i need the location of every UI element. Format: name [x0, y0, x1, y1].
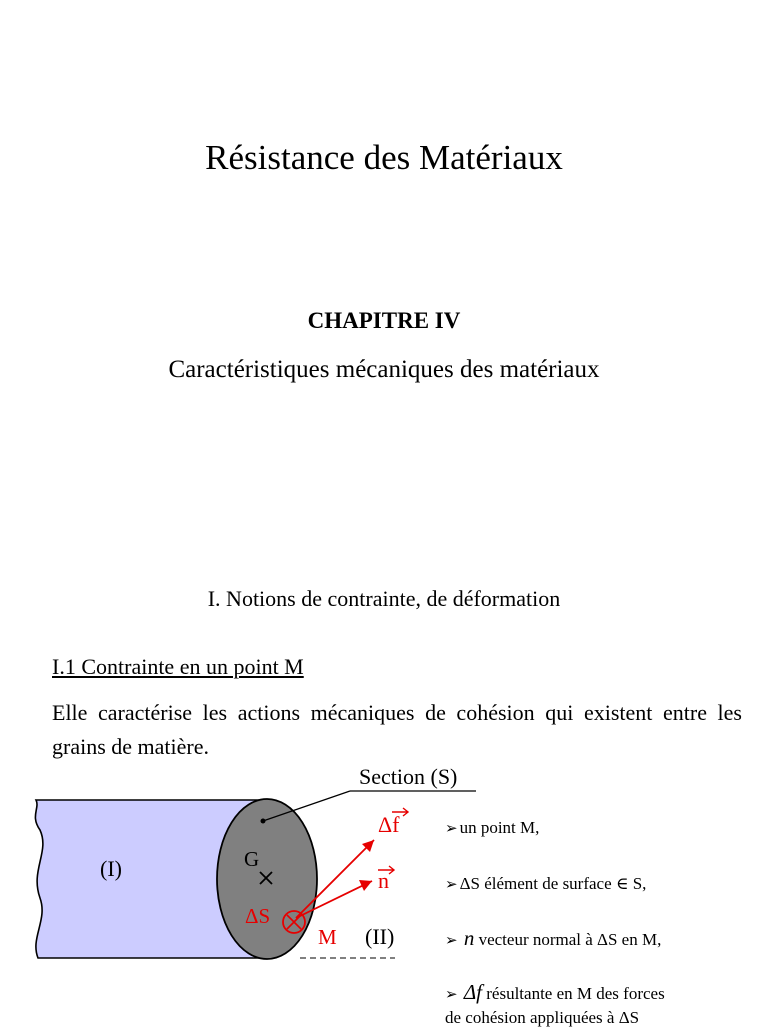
bullet-text: un point M, — [459, 818, 540, 837]
chapter-heading: CHAPITRE IV — [307, 308, 461, 333]
part-one-label: (I) — [100, 856, 122, 881]
intro-paragraph: Elle caractérise les actions mécaniques de cohésion qui existent entre les grains de matière. — [52, 700, 742, 759]
bullet-arrow-icon: ➢ — [445, 877, 458, 893]
point-g-label: G — [244, 847, 260, 871]
subsection-heading: I.1 Contrainte en un point M — [52, 654, 304, 679]
delta-s-label: ΔS — [245, 904, 271, 928]
delta-f-label: Δf — [378, 812, 400, 837]
point-m-label: M — [318, 925, 337, 949]
bullet-arrow-icon: ➢ — [445, 987, 458, 1003]
bullet-arrow-icon: ➢ — [445, 933, 458, 949]
bullet-point-m — [445, 818, 539, 838]
part-two-label: (II) — [365, 924, 395, 949]
bullet-text: vecteur normal à ΔS en M, — [474, 930, 662, 949]
page-title: Résistance des Matériaux — [205, 138, 563, 177]
bullet-text: résultante en M des forces — [482, 984, 665, 1003]
section-heading: I. Notions de contrainte, de déformation — [207, 586, 561, 611]
normal-symbol: n — [463, 926, 475, 950]
chapter-subtitle: Caractéristiques mécaniques des matériaux — [168, 356, 600, 383]
bullet-normal-vector — [445, 926, 661, 951]
bullet-continuation: de cohésion appliquées à ΔS — [445, 1008, 640, 1027]
bullet-resultant — [445, 980, 665, 1005]
section-label: Section (S) — [359, 764, 458, 789]
delta-f-symbol: Δf — [463, 980, 482, 1004]
bullet-arrow-icon: ➢ — [445, 821, 458, 837]
bullet-text: ΔS élément de surface ∈ S, — [459, 874, 647, 893]
stress-diagram — [0, 760, 458, 1024]
bullet-delta-s — [445, 874, 646, 894]
n-label: n — [378, 868, 389, 893]
